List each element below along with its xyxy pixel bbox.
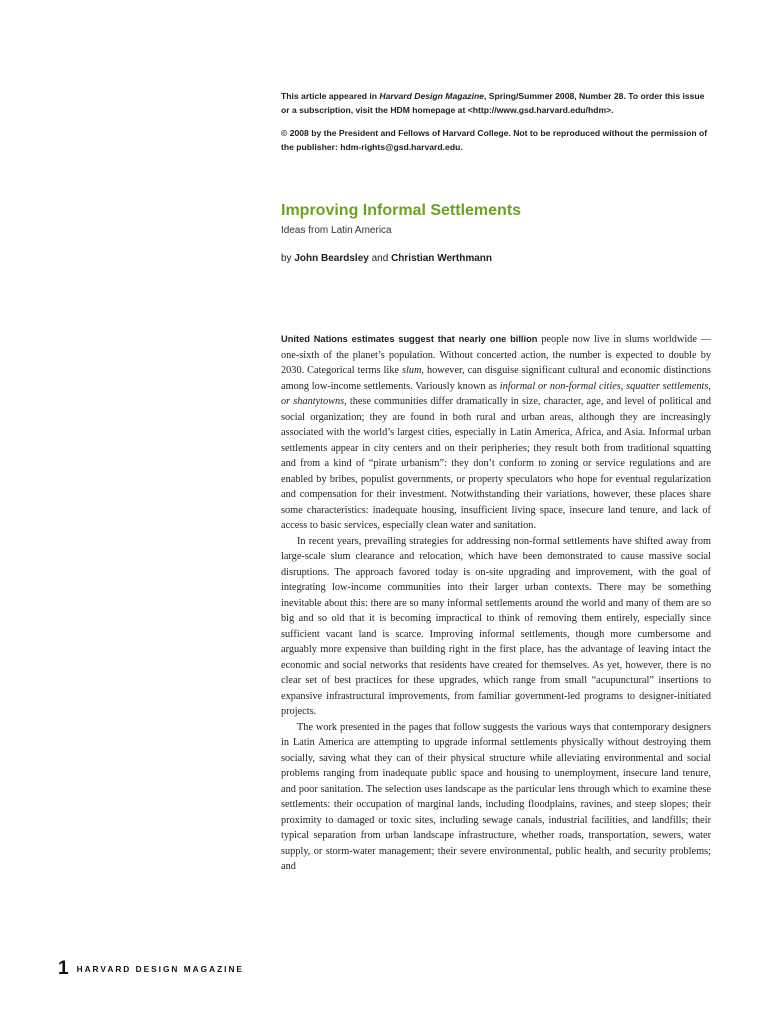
body-text: , however, can disguise significant cultural and economic distinctions among low-income settlements. Variously known as	[281, 365, 711, 392]
copyright-notice: © 2008 by the President and Fellows of Harvard College. Not to be reproduced without the permission of the publisher: hdm-rights@gsd.harvard.edu.	[281, 128, 708, 152]
byline-by: by	[281, 253, 295, 264]
italic-terms: informal or non-formal cities, squatter settlements, or shantytowns	[281, 380, 711, 407]
page-footer	[58, 958, 244, 980]
body-paragraph: In recent years, prevailing strategies for addressing non-formal settlements have shifted away from large-scale slum clearance and relocation, which have been demonstrated to cause massive social disruptions. The approach favored today is on-site upgrading and improvement, with the goal of integrating low-income communities into their larger urban contexts. There may be something inevitable about this: there are so many informal settlements around the world and many of them are so big and so old that it is becoming impractical to think of removing them entirely, especially since sufficient vacant land is scarce. Improving informal settlements, though more cumbersome and arguably more expensive than building right in the first place, has the advantage of leaving intact the economic and social networks that residents have created for themselves. As yet, however, there is no clear set of best practices for these upgrades, which range from small “acupunctural” insertions to expansive infrastructural improvements, from familiar government-led programs to designer-initiated projects.	[281, 535, 711, 717]
article-subtitle: Ideas from Latin America	[281, 225, 392, 236]
author-name: John Beardsley	[294, 253, 369, 264]
notice-text-end: , Spring/Summer 2008, Number 28. To order this issue or a subscription, visit the HDM homepage at <http://www.gsd.harvard.edu/hdm>.	[281, 91, 705, 115]
magazine-title-italic: Harvard Design Magazine	[379, 91, 484, 101]
body-paragraph: The work presented in the pages that follow suggests the various ways that contemporary designers in Latin America are attempting to upgrade informal settlements physically without destroying them socially, saving what they can of their physical structure while alleviating environmental and social problems ranging from inadequate public space and housing to unemployment, insecure land tenure, and poor sanitation. The selection uses landscape as the particular lens through which to examine these settlements: their occupation of marginal lands, including floodplains, ravines, and steep slopes; their proximity to damaged or toxic sites, including sewage canals, industrial facilities, and landfills; their typical separation from urban landscape infrastructure, whether roads, transportation, sewers, water supply, or storm-water management; their severe environmental, public health, and security problems; and	[281, 721, 711, 872]
article-title: Improving Informal Settlements	[281, 202, 522, 219]
page-number: 1	[58, 958, 69, 979]
notice-text-start: This article appeared in	[281, 91, 380, 101]
body-paragraph	[281, 332, 711, 534]
body-text: people now live in slums worldwide — one-sixth of the planet’s population. Without concerted action, the number is expected to double by 2030. Categorical terms like	[281, 334, 711, 376]
magazine-name: HARVARD DESIGN MAGAZINE	[76, 964, 244, 974]
italic-term: slum	[401, 365, 422, 376]
author-name: Christian Werthmann	[391, 253, 493, 264]
lead-in: United Nations estimates suggest that nearly one billion	[281, 334, 538, 344]
publication-notice	[281, 89, 711, 117]
byline	[281, 253, 492, 264]
byline-and: and	[368, 253, 392, 264]
body-text: , these communities differ dramatically in size, character, age, and level of political and social organization; they are found in both rural and urban areas, although they are increasingly associated with the world’s largest cities, especially in Latin America, Africa, and Asia. Informal urban settlements appear in city centers and on their peripheries; they result both from traditional squatting and from a kind of “pirate urbanism”: they don’t conform to zoning or service regulations and are enabled by bribes, populist governments, or property speculators who hope for eventual regularization and compensation for their investment. Notwithstanding their variations, however, these places share some characteristics: inadequate housing, insufficient living space, insecure land tenure, and lack of access to basic services, especially clean water and sanitation.	[281, 396, 711, 531]
article-body	[281, 332, 711, 875]
